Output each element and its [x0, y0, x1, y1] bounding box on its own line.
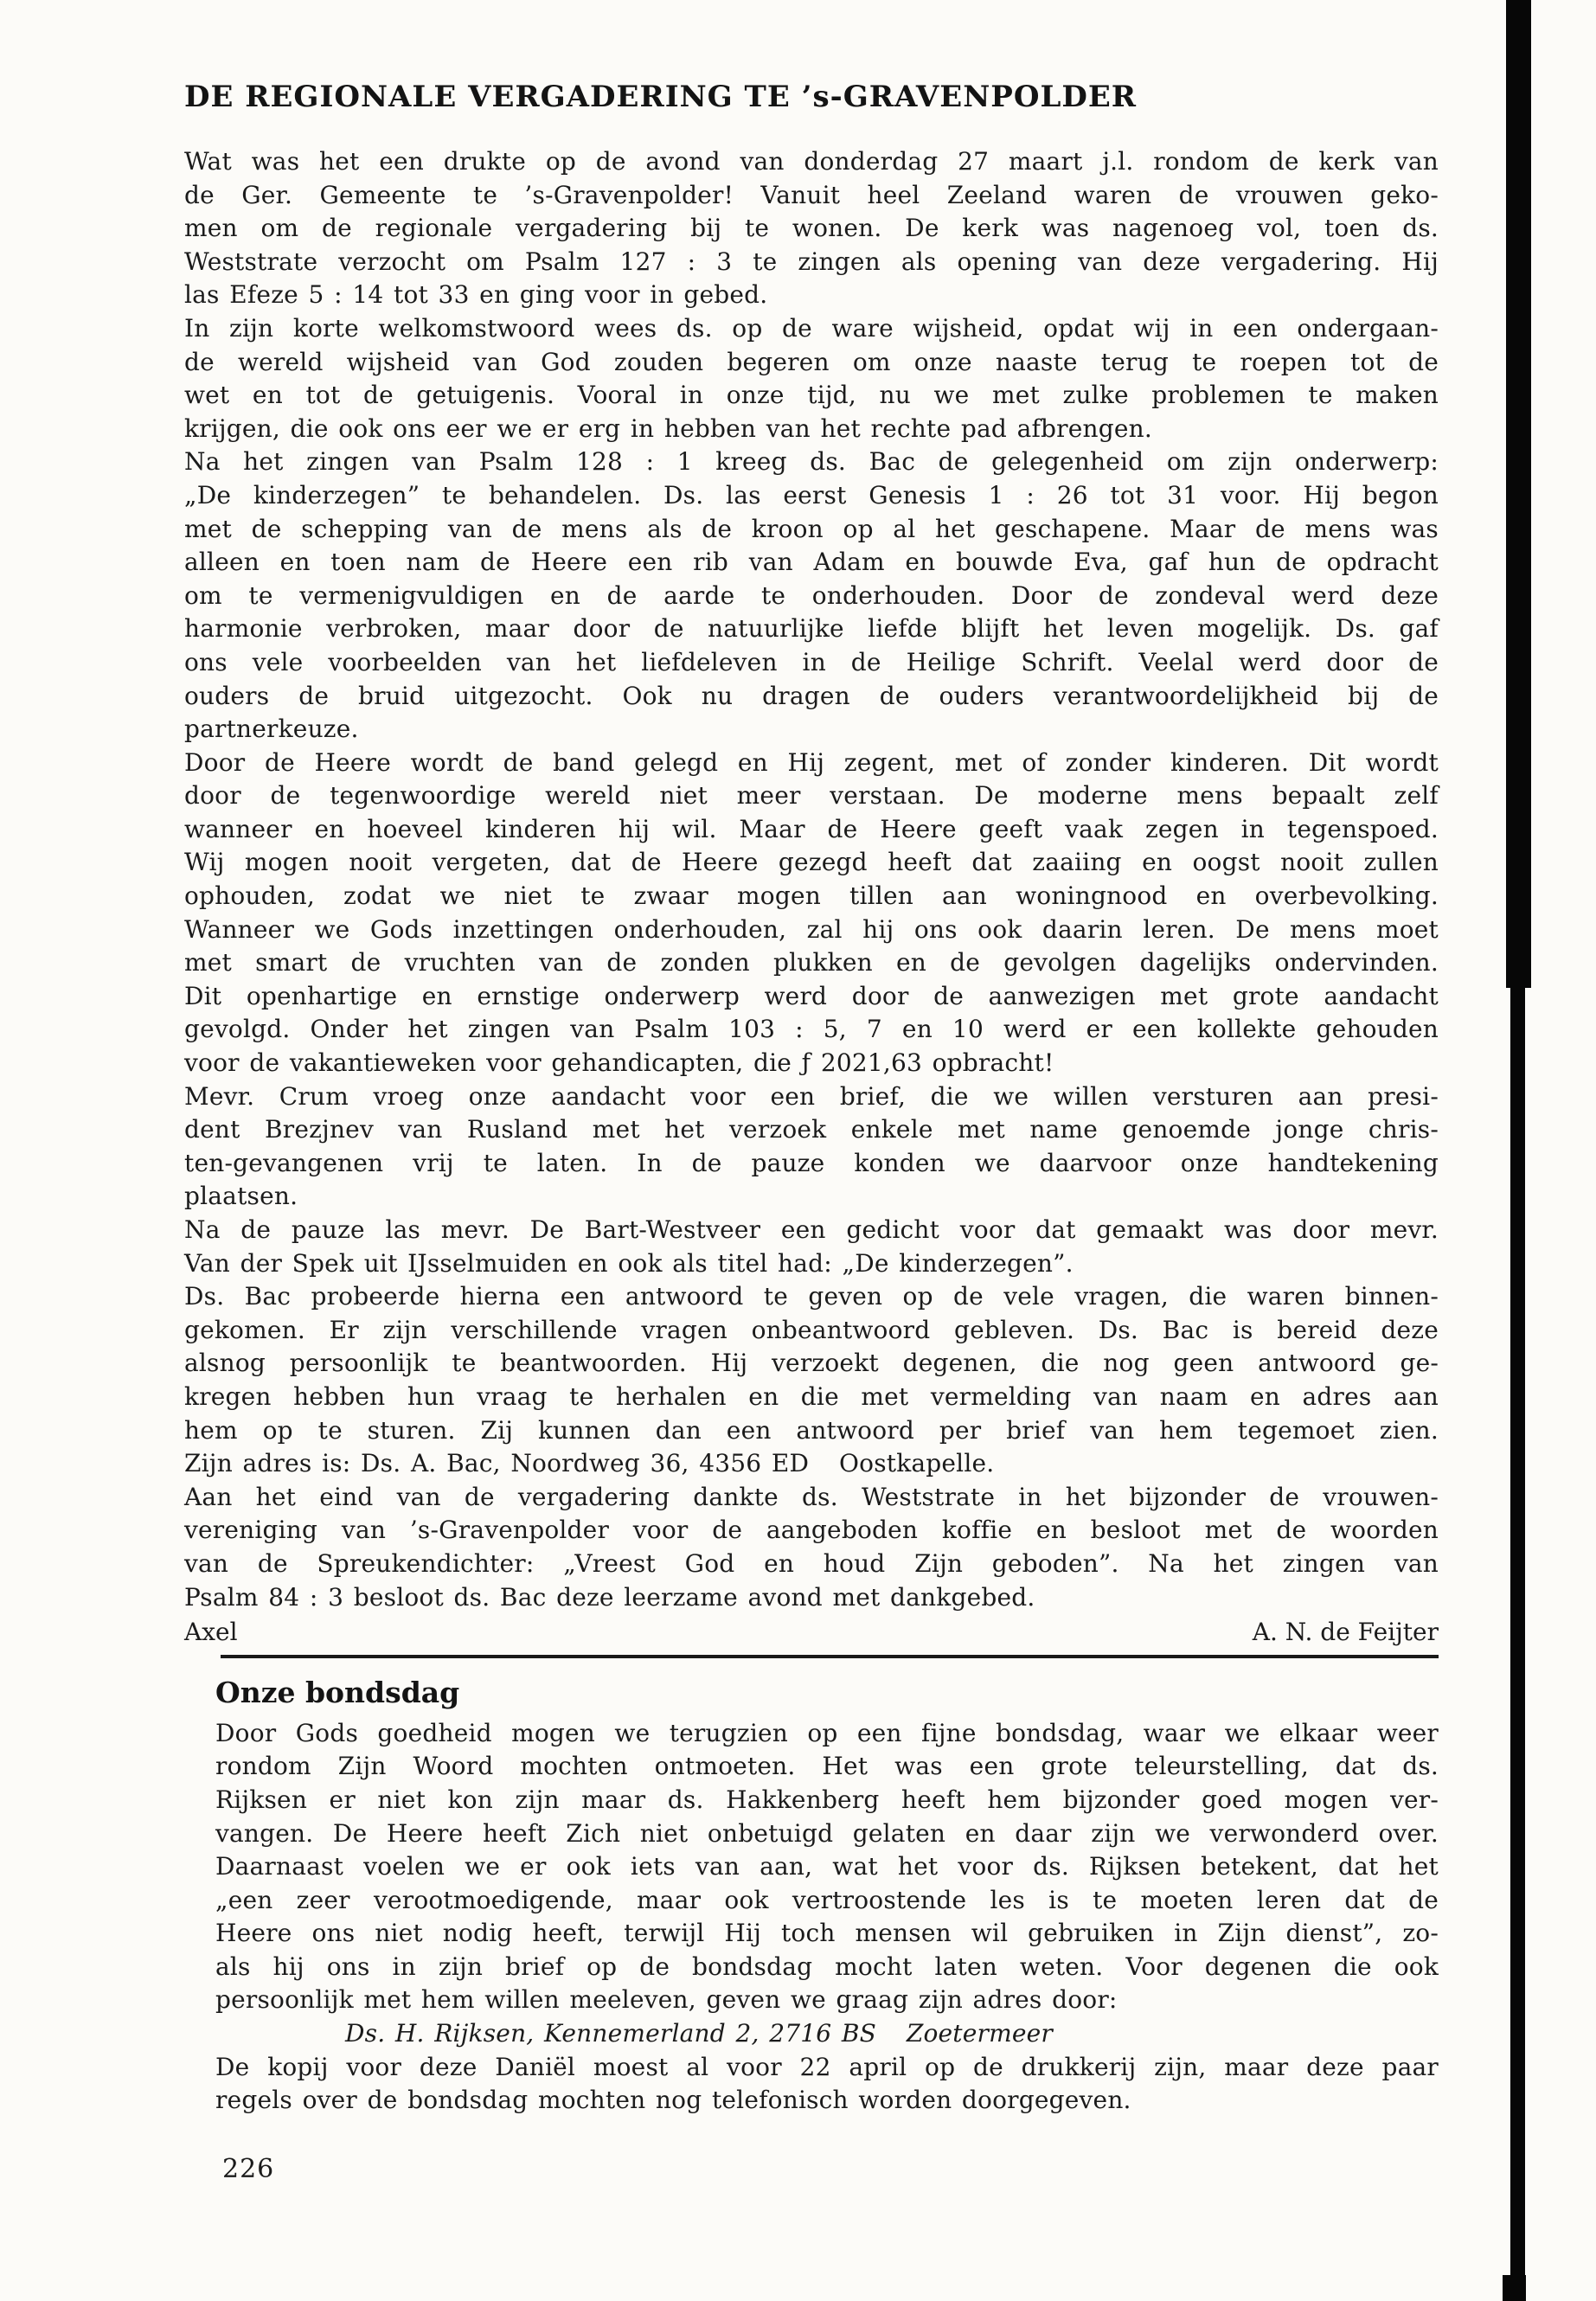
text-line: las Efeze 5 : 14 tot 33 en ging voor in gebed.: [184, 280, 768, 310]
text-line: Van der Spek uit IJsselmuiden en ook als titel had: „De kinderzegen”.: [184, 1248, 1074, 1278]
text-line: de wereld wijsheid van God zouden begeren om onze naaste terug te roepen tot de: [184, 347, 1439, 376]
bondsdag-section: [215, 1676, 1439, 2184]
text-line: wanneer en hoeveel kinderen hij wil. Maar de Heere geeft vaak zegen in tegenspoed.: [184, 814, 1439, 843]
text-line: wet en tot de getuigenis. Vooral in onze tijd, nu we met zulke problemen te maken: [184, 381, 1439, 410]
text-line: voor de vakantieweken voor gehandicapten, die ƒ 2021,63 opbracht!: [184, 1048, 1054, 1078]
text-line: Ds. Bac probeerde hierna een antwoord te geven op de vele vragen, die waren binnen-: [184, 1282, 1439, 1311]
article-title-onze-bondsdag: Onze bondsdag: [215, 1675, 460, 1709]
text-line: „een zeer verootmoedigende, maar ook vertroostende les is te moeten leren dat de: [215, 1885, 1439, 1914]
regional-report-body: [184, 145, 1439, 1614]
text-line: gevolgd. Onder het zingen van Psalm 103 : 5, 7 en 10 werd er een kollekte gehouden: [184, 1015, 1439, 1044]
text-line: gekomen. Er zijn verschillende vragen onbeantwoord gebleven. Ds. Bac is bereid deze: [184, 1315, 1439, 1344]
text-line: dent Brezjnev van Rusland met het verzoek enkele met name genoemde jonge chris-: [184, 1115, 1439, 1144]
text-line: ophouden, zodat we niet te zwaar mogen tillen aan woningnood en overbevolking.: [184, 881, 1439, 911]
text-line: Daarnaast voelen we er ook iets van aan, wat het voor ds. Rijksen betekent, dat het: [215, 1852, 1439, 1881]
signature-author: A. N. de Feijter: [1252, 1618, 1439, 1647]
text-line: kregen hebben hun vraag te herhalen en die met vermelding van naam en adres aan: [184, 1381, 1439, 1411]
text-line: Heere ons niet nodig heeft, terwijl Hij toch mensen wil gebruiken in Zijn dienst”, zo-: [215, 1919, 1439, 1948]
text-line: vereniging van ’s-Gravenpolder voor de aangeboden koffie en besloot met de woorden: [184, 1516, 1439, 1545]
text-line: Door de Heere wordt de band gelegd en Hij zegent, met of zonder kinderen. Dit wordt: [184, 747, 1439, 777]
text-line: de Ger. Gemeente te ’s-Gravenpolder! Vanuit heel Zeeland waren de vrouwen geko-: [184, 180, 1439, 209]
text-line: Psalm 84 : 3 besloot ds. Bac deze leerzame avond met dankgebed.: [184, 1582, 1035, 1612]
text-line: Weststrate verzocht om Psalm 127 : 3 te zingen als opening van deze vergadering. Hij: [184, 247, 1439, 276]
text-line: ons vele voorbeelden van het liefdeleven in de Heilige Schrift. Veelal werd door de: [184, 647, 1439, 676]
text-line: met de schepping van de mens als de kroon op al het geschapene. Maar de mens was: [184, 514, 1439, 543]
text-line: Dit openhartige en ernstige onderwerp werd door de aanwezigen met grote aandacht: [184, 981, 1439, 1010]
text-line: plaatsen.: [184, 1182, 298, 1211]
signature-row: [184, 1616, 1439, 1650]
text-line: ouders de bruid uitgezocht. Ook nu dragen de ouders verantwoordelijkheid bij de: [184, 681, 1439, 710]
signature-place: Axel: [184, 1618, 238, 1647]
text-line: partnerkeuze.: [184, 715, 359, 744]
text-line: „De kinderzegen” te behandelen. Ds. las eerst Genesis 1 : 26 tot 31 voor. Hij begon: [184, 480, 1439, 510]
text-line: vangen. De Heere heeft Zich niet onbetuigd gelaten en daar zijn we verwonderd over.: [215, 1818, 1439, 1848]
text-line: om te vermenigvuldigen en de aarde te onderhouden. Door de zondeval werd deze: [184, 580, 1439, 610]
text-line: Na het zingen van Psalm 128 : 1 kreeg ds. Bac de gelegenheid om zijn onderwerp:: [184, 447, 1439, 477]
text-line: hem op te sturen. Zij kunnen dan een antwoord per brief van hem tegemoet zien.: [184, 1415, 1439, 1445]
text-line: met smart de vruchten van de zonden plukken en de gevolgen dagelijks ondervinden.: [184, 948, 1439, 977]
text-line: rondom Zijn Woord mochten ontmoeten. Het was een grote teleurstelling, dat ds.: [215, 1752, 1439, 1781]
text-line: persoonlijk met hem willen meeleven, geven we graag zijn adres door:: [215, 1985, 1118, 2015]
text-line: door de tegenwoordige wereld niet meer verstaan. De moderne mens bepaalt zelf: [184, 781, 1439, 811]
text-line: Zijn adres is: Ds. A. Bac, Noordweg 36, 4356 ED Oostkapelle.: [184, 1449, 995, 1478]
text-line: Wij mogen nooit vergeten, dat de Heere gezegd heeft dat zaaiing en oogst nooit zullen: [184, 848, 1439, 877]
text-line: Rijksen er niet kon zijn maar ds. Hakkenberg heeft hem bijzonder goed mogen ver-: [215, 1785, 1439, 1814]
text-line: alsnog persoonlijk te beantwoorden. Hij verzoekt degenen, die nog geen antwoord ge-: [184, 1349, 1439, 1378]
text-line: De kopij voor deze Daniël moest al voor 22 april op de drukkerij zijn, maar deze paar: [215, 2052, 1439, 2081]
text-line: krijgen, die ook ons eer we er erg in hebben van het rechte pad afbrengen.: [184, 413, 1152, 443]
text-line: Wanneer we Gods inzettingen onderhouden, zal hij ons ook daarin leren. De mens moet: [184, 914, 1439, 944]
text-line: Door Gods goedheid mogen we terugzien op een fijne bondsdag, waar we elkaar weer: [215, 1718, 1439, 1747]
text-line: Ds. H. Rijksen, Kennemerland 2, 2716 BS Zoetermeer: [345, 2019, 1053, 2048]
text-line: regels over de bondsdag mochten nog telefonisch worden doorgegeven.: [215, 2086, 1131, 2115]
text-line: Mevr. Crum vroeg onze aandacht voor een brief, die we willen versturen aan presi-: [184, 1081, 1439, 1111]
scan-artifact-bar-foot: [1503, 2275, 1526, 2301]
bondsdag-report-body: [215, 1717, 1439, 2118]
text-line: men om de regionale vergadering bij te wonen. De kerk was nagenoeg vol, toen ds.: [184, 214, 1439, 243]
article-title-regional-vergadering: DE REGIONALE VERGADERING TE ’s-GRAVENPOLDER: [184, 80, 1138, 114]
text-line: Aan het eind van de vergadering dankte ds. Weststrate in het bijzonder de vrouwen-: [184, 1482, 1439, 1511]
text-line: ten-gevangenen vrij te laten. In de pauze konden we daarvoor onze handtekening: [184, 1148, 1439, 1177]
text-line: Wat was het een drukte op de avond van donderdag 27 maart j.l. rondom de kerk van: [184, 147, 1439, 176]
text-line: alleen en toen nam de Heere een rib van Adam en bouwde Eva, gaf hun de opdracht: [184, 548, 1439, 577]
text-line: als hij ons in zijn brief op de bondsdag mocht laten weten. Voor degenen die ook: [215, 1952, 1439, 1981]
page-number: 226: [222, 2153, 275, 2184]
text-line: van de Spreukendichter: „Vreest God en houd Zijn geboden”. Na het zingen van: [184, 1548, 1439, 1578]
text-line: harmonie verbroken, maar door de natuurlijke liefde blijft het leven mogelijk. Ds. gaf: [184, 614, 1439, 644]
text-line: In zijn korte welkomstwoord wees ds. op de ware wijsheid, opdat wij in een ondergaan-: [184, 313, 1439, 343]
page-content: [184, 0, 1439, 2184]
section-divider-rule: [221, 1655, 1439, 1658]
scan-artifact-bar-top: [1506, 0, 1531, 988]
text-line: Na de pauze las mevr. De Bart-Westveer een gedicht voor dat gemaakt was door mevr.: [184, 1215, 1439, 1244]
scan-artifact-bar-bottom: [1510, 988, 1525, 2301]
